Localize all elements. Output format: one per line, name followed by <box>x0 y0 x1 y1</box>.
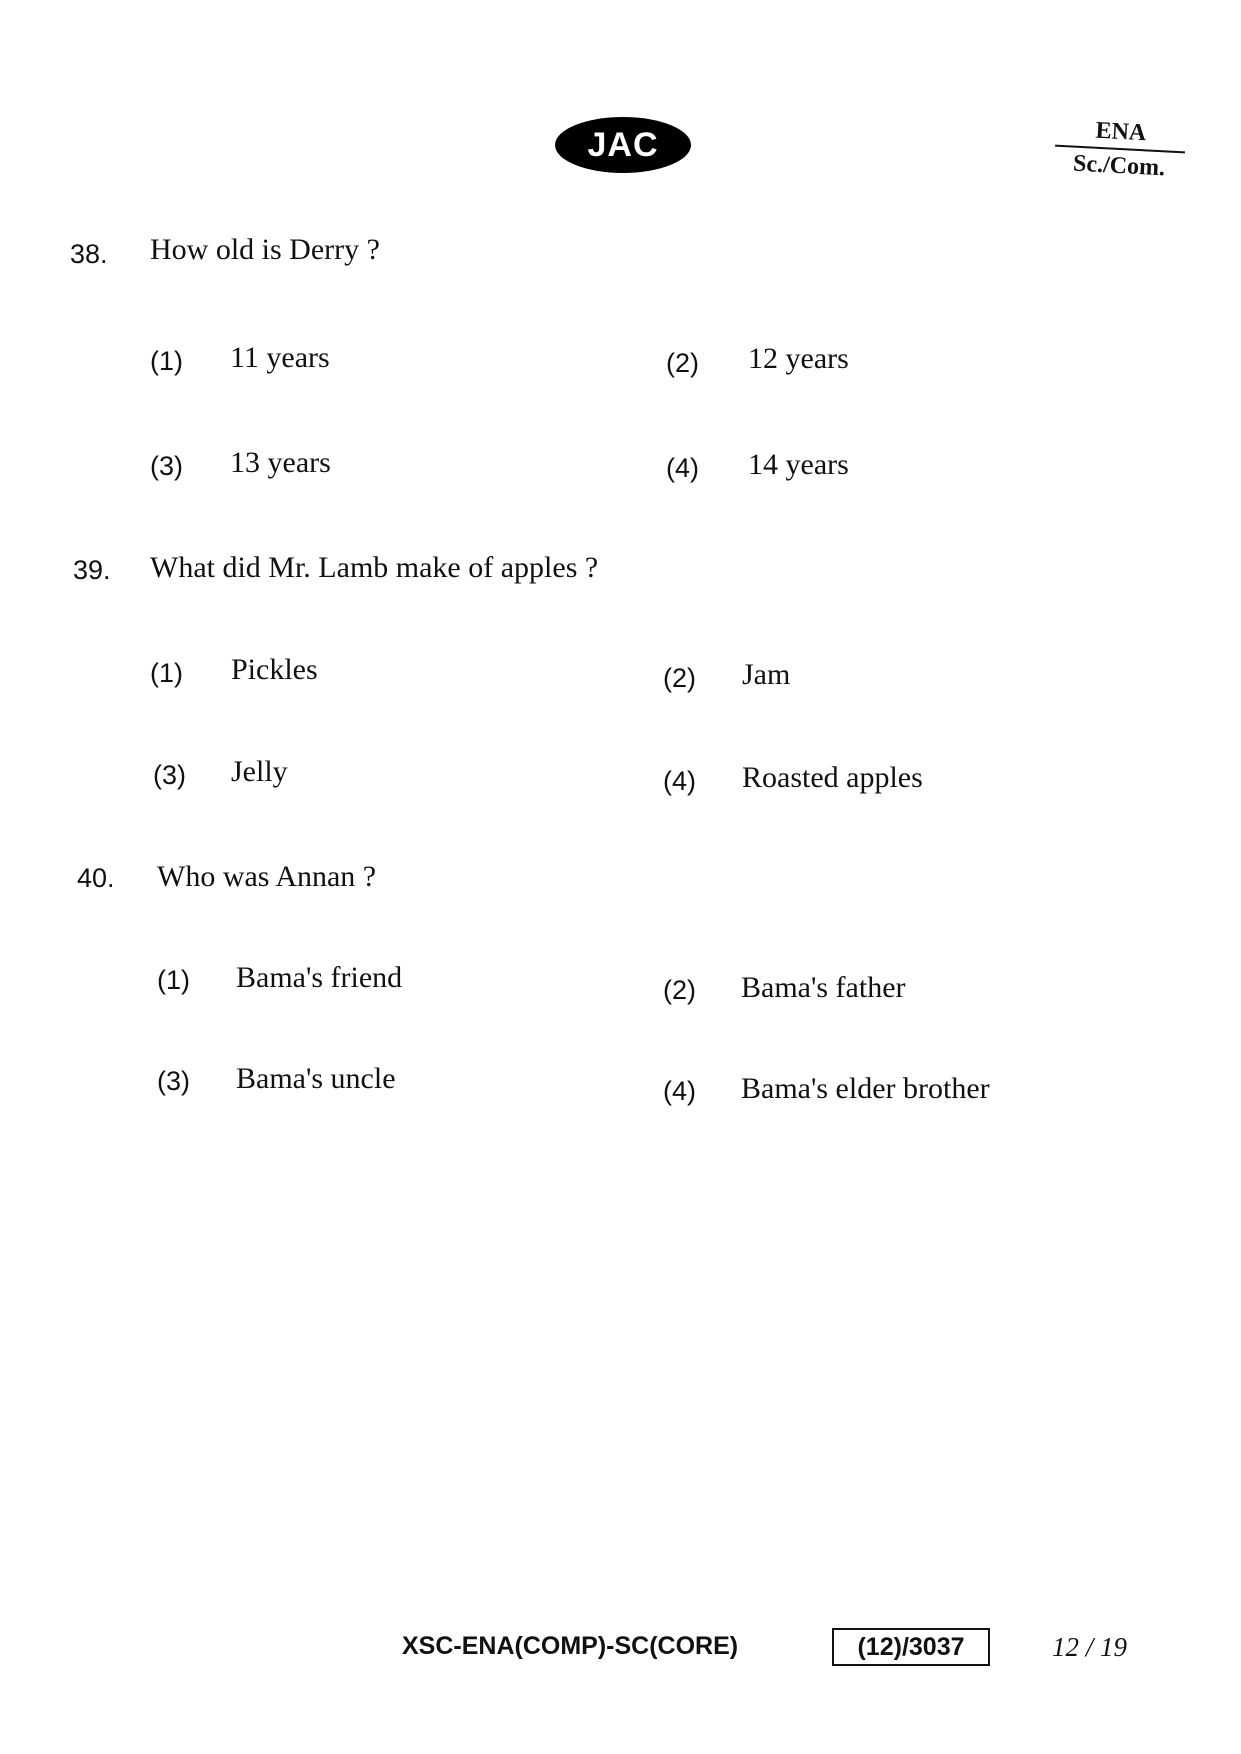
subject-code-block <box>1053 115 1186 184</box>
option-text: Bama's father <box>741 971 906 1004</box>
option-text: 11 years <box>230 341 330 374</box>
option-number: (1) <box>150 658 183 688</box>
paper-code: XSC-ENA(COMP)-SC(CORE) <box>402 1632 739 1660</box>
option-number: (2) <box>663 663 696 693</box>
page-number: 12 / 19 <box>1052 1632 1128 1662</box>
option-number: (3) <box>150 451 183 481</box>
jac-logo <box>555 117 691 173</box>
question-number: 39. <box>73 555 111 585</box>
question-number: 38. <box>70 239 108 269</box>
option-number: (4) <box>663 1076 696 1106</box>
option-number: (3) <box>157 1066 190 1096</box>
question-text: Who was Annan ? <box>157 860 377 893</box>
option-text: Jam <box>742 658 791 691</box>
option-text: Bama's friend <box>236 961 403 994</box>
option-number: (4) <box>663 766 696 796</box>
option-text: 12 years <box>748 342 849 375</box>
question-text: What did Mr. Lamb make of apples ? <box>150 551 599 584</box>
set-code: (12)/3037 <box>857 1632 965 1661</box>
option-text: Roasted apples <box>742 761 923 794</box>
option-text: 14 years <box>748 448 849 481</box>
option-text: Bama's elder brother <box>741 1072 990 1105</box>
question-text: How old is Derry ? <box>150 233 380 266</box>
option-number: (4) <box>666 453 699 483</box>
subject-code: ENA <box>1094 117 1147 147</box>
option-number: (2) <box>663 975 696 1005</box>
option-number: (2) <box>666 348 699 378</box>
option-number: (1) <box>157 965 190 995</box>
option-text: Jelly <box>231 755 288 788</box>
stream-label: Sc./Com. <box>1072 150 1166 182</box>
option-text: Pickles <box>231 653 318 686</box>
option-number: (1) <box>150 346 183 376</box>
set-code-box <box>832 1628 990 1666</box>
option-number: (3) <box>153 760 186 790</box>
option-text: Bama's uncle <box>236 1062 396 1095</box>
option-text: 13 years <box>230 446 331 479</box>
question-number: 40. <box>77 863 115 893</box>
logo-text: JAC <box>587 125 659 164</box>
